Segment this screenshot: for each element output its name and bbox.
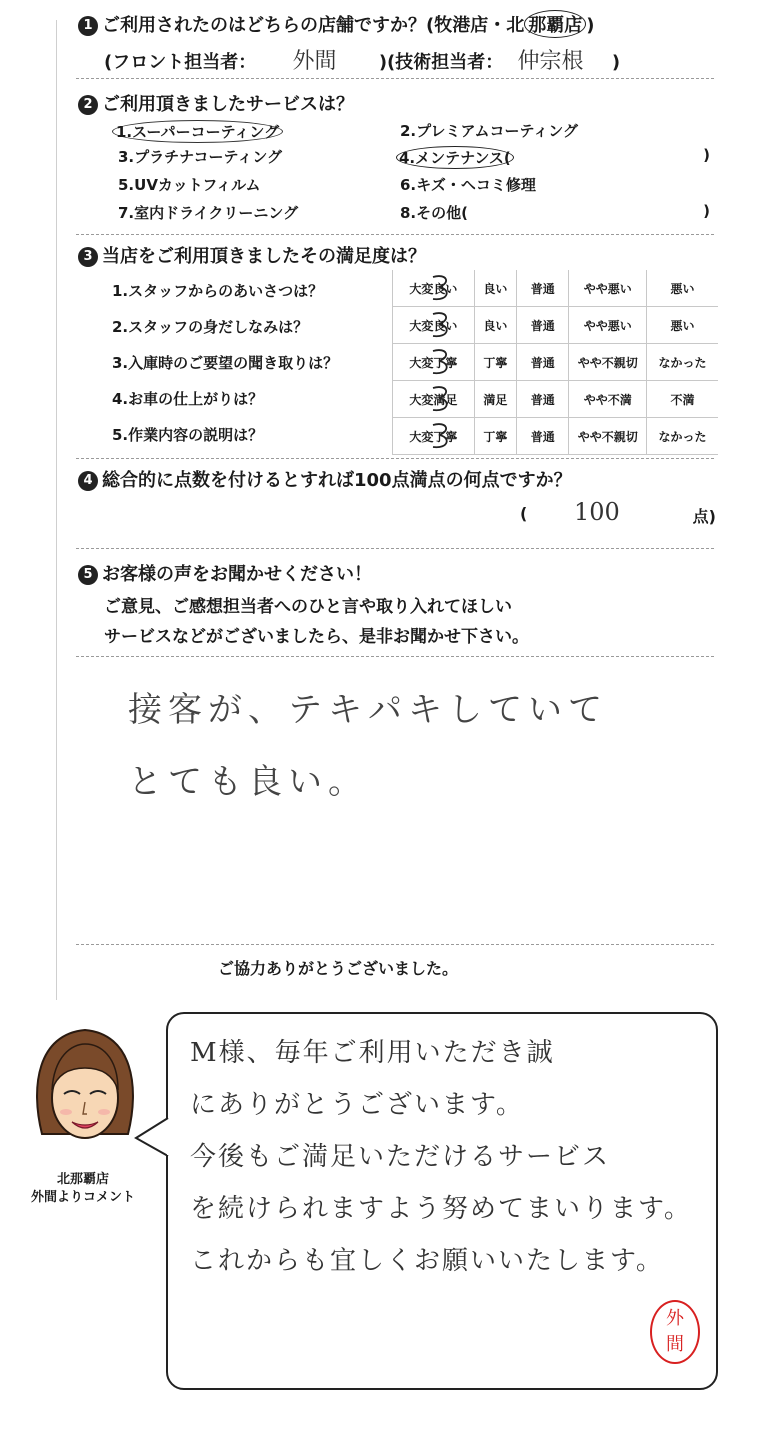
sat-option xyxy=(474,270,516,306)
divider xyxy=(76,656,714,657)
sat-option xyxy=(516,418,568,454)
divider xyxy=(76,944,714,945)
divider xyxy=(76,234,714,235)
divider xyxy=(76,458,714,459)
staff-seal-stamp xyxy=(650,1300,700,1364)
q1-store-a: 牧港店 xyxy=(434,15,489,36)
bubble-tail xyxy=(132,1116,172,1160)
q5-title: お客様の声をお聞かせください！ xyxy=(102,564,372,585)
tech-staff-label: )(技術担当者： xyxy=(378,52,504,73)
tech-staff-close: ) xyxy=(611,52,621,73)
service-1-label: 1.スーパーコーティング xyxy=(112,120,283,143)
sat-option-label: 大変丁寧 xyxy=(409,429,458,444)
service-3 xyxy=(118,146,282,167)
service-3-label: 3.プラチナコーティング xyxy=(118,148,283,166)
score-open: ( xyxy=(520,504,528,523)
q3-row xyxy=(78,242,426,268)
sat-option xyxy=(516,270,568,306)
service-7-label: 7.室内ドライクリーニング xyxy=(118,204,299,222)
score-value: 100 xyxy=(574,498,620,526)
service-8 xyxy=(400,202,710,223)
sat-option-label: 満足 xyxy=(483,392,508,407)
sat-row-3 xyxy=(392,344,718,381)
selected-mark xyxy=(427,384,453,414)
q1-store-b-prefix: 北 xyxy=(506,15,525,36)
service-2 xyxy=(400,120,578,141)
sat-option xyxy=(646,307,718,343)
sat-row-2 xyxy=(392,307,718,344)
service-5-label: 5.UVカットフィルム xyxy=(118,176,261,194)
stamp-char-top: 外 xyxy=(666,1308,684,1329)
customer-comment-line-1: 接客が、テキパキしていて xyxy=(128,690,608,730)
service-4-label: 4.メンテナンス( xyxy=(396,146,514,169)
service-7 xyxy=(118,202,298,223)
divider xyxy=(76,548,714,549)
q4-title: 総合的に点数を付けるとすれば100点満点の何点ですか？ xyxy=(102,470,572,491)
sat-question-5: 5.作業内容の説明は？ xyxy=(112,426,264,444)
sat-option-label: やや不親切 xyxy=(577,429,638,444)
q1-close: ) xyxy=(586,15,595,36)
staff-reply-line-1: M様、毎年ご利用いただき誠 xyxy=(190,1038,555,1068)
sat-option-label: 悪い xyxy=(670,281,695,296)
q1-separator: ・ xyxy=(488,15,507,36)
sat-option xyxy=(646,381,718,417)
service-8-suffix: ) xyxy=(703,202,710,220)
q1-text: ご利用されたのはどちらの店舗ですか？( xyxy=(102,15,435,36)
sat-option-label: やや不親切 xyxy=(577,355,638,370)
q1-staff-row xyxy=(104,44,620,75)
thanks-message: ご協力ありがとうございました。 xyxy=(218,959,459,978)
service-8-label: 8.その他( xyxy=(400,204,468,222)
selected-mark xyxy=(427,421,453,451)
front-staff-value: 外間 xyxy=(292,49,337,74)
front-staff-label: (フロント担当者： xyxy=(104,52,257,73)
sat-option xyxy=(474,418,516,454)
staff-reply-line-5: これからも宜しくお願いいたします。 xyxy=(190,1246,664,1276)
q5-line-3: サービスなどがございましたら、是非お聞かせ下さい。 xyxy=(104,627,529,647)
sat-option-label: 丁寧 xyxy=(483,429,508,444)
service-1 xyxy=(112,120,283,143)
sat-option-label: やや悪い xyxy=(583,281,632,296)
staff-reply-line-2: にありがとうございます。 xyxy=(190,1090,524,1120)
sat-option xyxy=(516,381,568,417)
q3-number: 3 xyxy=(78,247,98,267)
tech-staff-value: 仲宗根 xyxy=(517,49,584,74)
sat-question-1: 1.スタッフからのあいさつは？ xyxy=(112,282,324,300)
sat-question-3: 3.入庫時のご要望の聞き取りは？ xyxy=(112,354,339,372)
sat-option-label: 大変丁寧 xyxy=(409,355,458,370)
margin-line xyxy=(56,20,57,1000)
sat-option-label: 不満 xyxy=(670,392,695,407)
sat-option xyxy=(392,344,474,380)
q1-number: 1 xyxy=(78,16,98,36)
sat-option xyxy=(646,344,718,380)
sat-option xyxy=(392,270,474,306)
sat-row-4 xyxy=(392,381,718,418)
selected-mark xyxy=(427,310,453,340)
sat-option-label: 普通 xyxy=(530,429,555,444)
sat-option-label: 良い xyxy=(483,318,508,333)
staff-reply-line-3: 今後もご満足いただけるサービス xyxy=(190,1142,611,1172)
score-unit: 点) xyxy=(692,507,716,526)
sat-option-label: 丁寧 xyxy=(483,355,508,370)
sat-option xyxy=(568,307,646,343)
sat-option-label: 普通 xyxy=(530,318,555,333)
staff-caption: 外間よりコメント xyxy=(30,1190,135,1205)
q4-row xyxy=(78,466,572,492)
satisfaction-grid xyxy=(392,270,718,455)
q2-title: ご利用頂きましたサービスは？ xyxy=(102,94,354,115)
q4-number: 4 xyxy=(78,471,98,491)
sat-option-label: なかった xyxy=(658,429,707,444)
sat-option xyxy=(392,307,474,343)
sat-option xyxy=(474,344,516,380)
q3-title: 当店をご利用頂きましたその満足度は？ xyxy=(102,246,426,267)
sat-question-2: 2.スタッフの身だしなみは？ xyxy=(112,318,309,336)
score-row xyxy=(520,498,716,526)
sat-option-label: 大変満足 xyxy=(409,392,458,407)
service-6-label: 6.キズ・ヘコミ修理 xyxy=(400,176,536,194)
sat-option-label: 普通 xyxy=(530,392,555,407)
sat-option xyxy=(392,418,474,454)
sat-option xyxy=(474,381,516,417)
service-4 xyxy=(396,146,710,169)
staff-avatar xyxy=(28,1016,142,1164)
sat-option xyxy=(568,381,646,417)
sat-option-label: 大変良い xyxy=(409,281,458,296)
sat-option-label: 大変良い xyxy=(409,318,458,333)
service-4-suffix: ) xyxy=(703,146,710,164)
sat-option xyxy=(568,344,646,380)
q5-number: 5 xyxy=(78,565,98,585)
q2-row xyxy=(78,90,354,116)
sat-option-label: 普通 xyxy=(530,281,555,296)
q1-store-b-circled: 那覇店 xyxy=(524,10,586,38)
sat-option-label: なかった xyxy=(658,355,707,370)
selected-mark xyxy=(427,273,453,303)
service-2-label: 2.プレミアムコーティング xyxy=(400,122,578,140)
q2-number: 2 xyxy=(78,95,98,115)
sat-option xyxy=(474,307,516,343)
sat-question-4: 4.お車の仕上がりは？ xyxy=(112,390,264,408)
staff-reply-line-4: を続けられますよう努めてまいります。 xyxy=(190,1194,692,1224)
sat-option xyxy=(392,381,474,417)
sat-option-label: 良い xyxy=(483,281,508,296)
stamp-char-bottom: 間 xyxy=(666,1334,684,1355)
service-6 xyxy=(400,174,536,195)
sat-option xyxy=(516,344,568,380)
staff-reply-bubble xyxy=(166,1012,718,1390)
staff-store-label: 北那覇店 xyxy=(56,1172,109,1187)
q5-row xyxy=(78,560,372,586)
service-5 xyxy=(118,174,261,195)
sat-option-label: 悪い xyxy=(670,318,695,333)
sat-option-label: やや悪い xyxy=(583,318,632,333)
sat-row-5 xyxy=(392,418,718,455)
sat-option xyxy=(646,418,718,454)
sat-option xyxy=(568,418,646,454)
sat-option xyxy=(646,270,718,306)
sat-option xyxy=(568,270,646,306)
selected-mark xyxy=(427,347,453,377)
q1-row xyxy=(78,10,594,38)
sat-row-1 xyxy=(392,270,718,307)
sat-option-label: 普通 xyxy=(530,355,555,370)
customer-comment-line-2: とても良い。 xyxy=(128,762,368,802)
divider xyxy=(76,78,714,79)
q5-line-2: ご意見、ご感想担当者へのひと言や取り入れてほしい xyxy=(104,597,512,617)
sat-option-label: やや不満 xyxy=(583,392,632,407)
sat-option xyxy=(516,307,568,343)
